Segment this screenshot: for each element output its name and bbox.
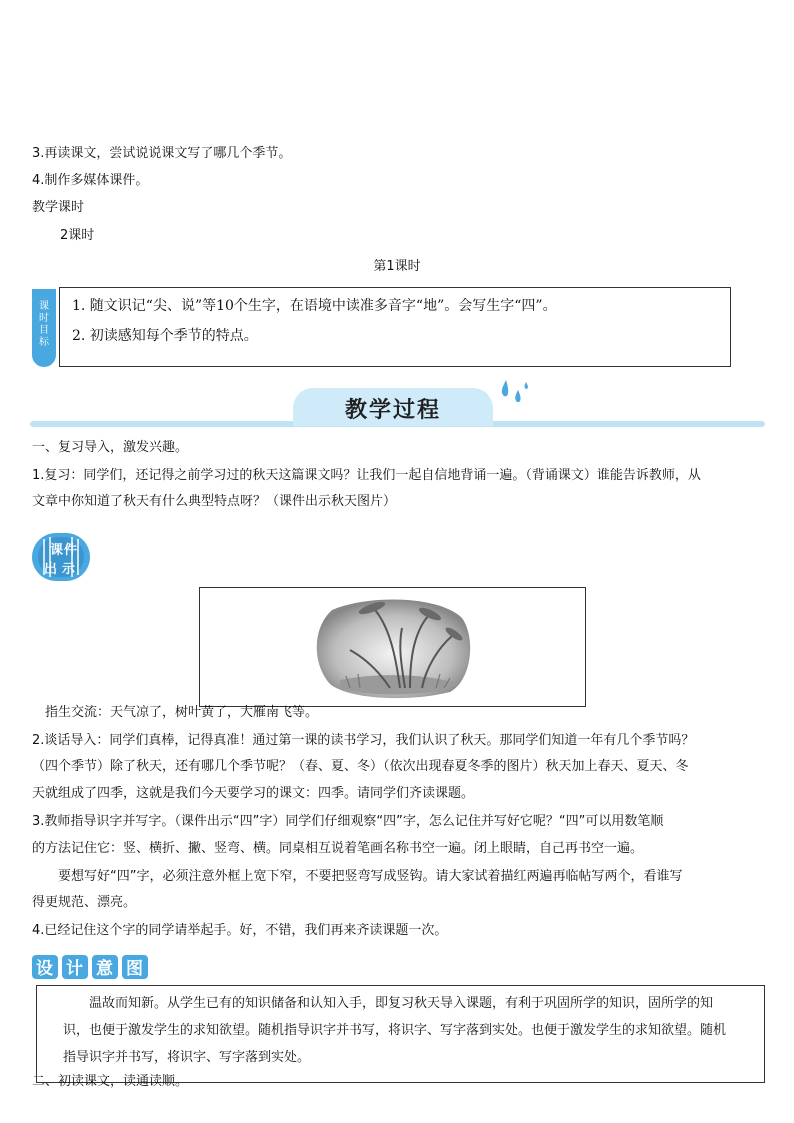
autumn-grass-illustration — [200, 588, 585, 706]
section1-p2-line: （四个季节）除了秋天，还有哪几个季节呢？（春、夏、冬）（依次出现春夏冬季的图片）秋天加上春天、夏天、冬 — [32, 759, 689, 774]
section2-heading: 二、初读课文，读通读顺。 — [32, 1074, 189, 1089]
design-badge-char: 设 — [36, 959, 53, 979]
courseware-badge — [32, 533, 90, 581]
section1-p2-line: 2.谈话导入：同学们真棒，记得真准！通过第一课的读书学习，我们认识了秋天。那同学们知道一年有几个季节吗？ — [32, 733, 695, 748]
badge-char: 课 — [50, 543, 64, 558]
objectives-tab-char: 标 — [39, 337, 49, 348]
hours-heading: 教学课时 — [32, 200, 85, 215]
lesson-title: 第1课时 — [373, 259, 421, 274]
section1-p3-line: 3.教师指导识字并写字。（课件出示“四”字）同学们仔细观察“四”字，怎么记住并写好它呢？“四”可以用数笔顺 — [32, 814, 664, 829]
section1-heading: 一、复习导入，激发兴趣。 — [32, 440, 189, 455]
section1-p2-line: 天就组成了四季，这就是我们今天要学习的课文：四季。请同学们齐读课题。 — [32, 786, 475, 801]
design-line: 温故而知新。从学生已有的知识储备和认知入手，即复习秋天导入课题，有利于巩固所学的知识，固所学的知 — [63, 996, 714, 1011]
exchange-text: 指生交流：天气凉了，树叶黄了，大雁南飞等。 — [45, 705, 319, 720]
objective-item: 1. 随文识记“尖、说”等10个生字，在语境中读准多音字“地”。会写生字“四”。 — [72, 298, 557, 314]
objectives-tab-char: 时 — [39, 313, 49, 324]
water-drop-icon — [494, 376, 534, 412]
hours-value: 2课时 — [60, 228, 95, 243]
design-badge-char: 计 — [66, 959, 83, 979]
design-badge-char: 图 — [126, 959, 143, 979]
section1-p3-line: 的方法记住它：竖、横折、撇、竖弯、横。同桌相互说着笔画名称书空一遍。闭上眼睛，自己再书空一遍。 — [32, 841, 644, 856]
prep-item-3: 3.再读课文，尝试说说课文写了哪几个季节。 — [32, 146, 292, 161]
design-line: 识，也便于激发学生的求知欲望。随机指导识字并书写，将识字、写字落到实处。也便于激发学生的求知欲望。随机 — [63, 1023, 727, 1038]
process-banner-title: 教学过程 — [344, 398, 441, 423]
section1-p3-line: 得更规范、漂亮。 — [32, 895, 137, 910]
section1-p3-line: 要想写好“四”字，必须注意外框上宽下窄，不要把竖弯写成竖钩。请大家试着描红两遍再临帖写两个，看谁写 — [32, 869, 683, 884]
autumn-image-frame — [199, 587, 586, 707]
objectives-tab — [32, 289, 56, 367]
design-line: 指导识字并书写，将识字、写字落到实处。 — [63, 1050, 311, 1065]
section1-p4: 4.已经记住这个字的同学请举起手。好，不错，我们再来齐读课题一次。 — [32, 923, 448, 938]
objectives-tab-char: 目 — [39, 325, 49, 336]
prep-item-4: 4.制作多媒体课件。 — [32, 173, 149, 188]
objectives-tab-char: 课 — [39, 301, 49, 312]
badge-char: 示 — [62, 562, 76, 577]
design-intent-box — [36, 985, 765, 1083]
section1-p1-line: 文章中你知道了秋天有什么典型特点呀？（课件出示秋天图片） — [32, 494, 397, 509]
badge-char: 出 — [44, 562, 58, 577]
design-intent-badge — [32, 953, 150, 981]
badge-char: 件 — [64, 543, 78, 558]
section1-p1-line: 1.复习：同学们，还记得之前学习过的秋天这篇课文吗？让我们一起自信地背诵一遍。（背诵课文）谁能告诉教师，从 — [32, 468, 701, 483]
objectives-box — [59, 287, 731, 367]
objective-item: 2. 初读感知每个季节的特点。 — [72, 328, 258, 344]
design-badge-char: 意 — [96, 959, 113, 979]
